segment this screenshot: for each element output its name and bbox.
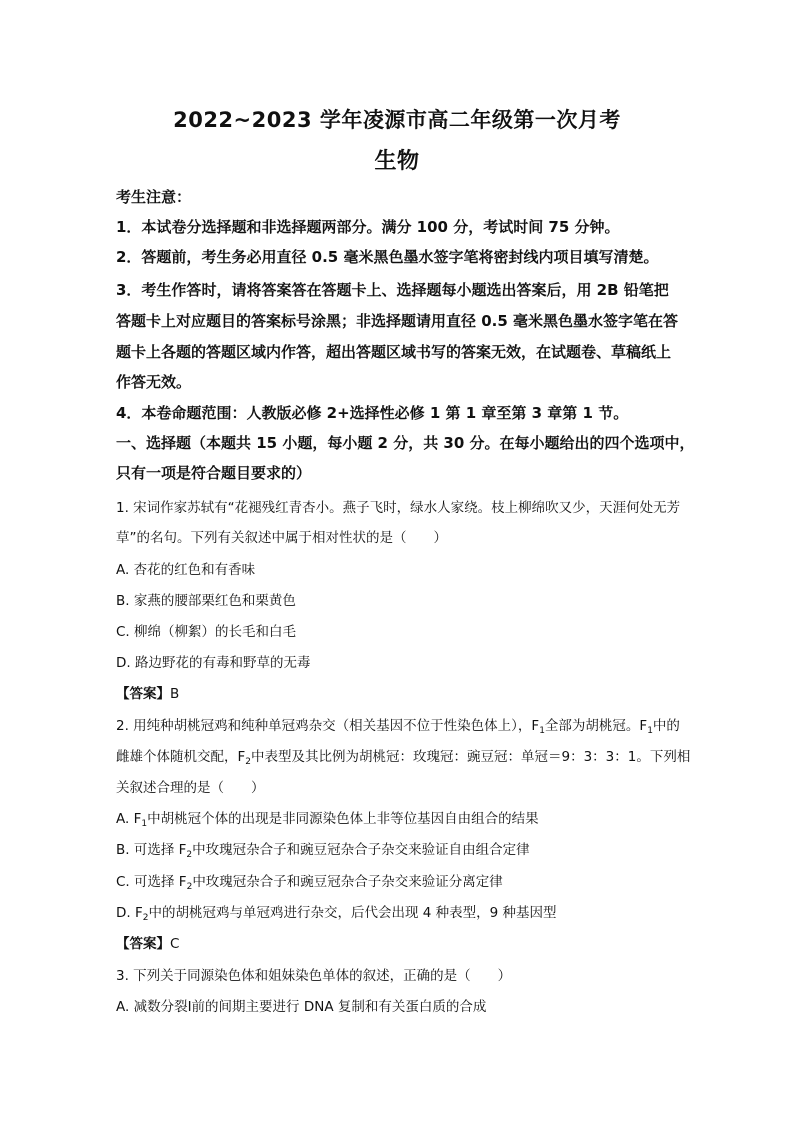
section-heading-cont: 只有一项是符合题目要求的） — [116, 464, 312, 482]
notice-item-3-cont-2: 题卡上各题的答题区域内作答，超出答题区域书写的答案无效，在试题卷、草稿纸上 — [116, 343, 672, 361]
q2-text-d: 雌雄个体随机交配，F — [116, 749, 246, 765]
exam-title: 2022~2023 学年凌源市高二年级第一次月考 — [173, 108, 621, 132]
notice-item-3-cont-1: 答题卡上对应题目的答案标号涂黑；非选择题请用直径 0.5 毫米黑色墨水签字笔在答 — [116, 312, 679, 330]
section-heading: 一、选择题（本题共 15 小题，每小题 2 分，共 30 分。在每小题给出的四个选项中， — [116, 434, 695, 452]
subscript: 2 — [186, 850, 193, 860]
question-1-answer — [116, 684, 716, 704]
question-3-option-a: A. 减数分裂Ⅰ前的间期主要进行 DNA 复制和有关蛋白质的合成 — [116, 999, 487, 1015]
question-2-stem-cont-2: 关叙述合理的是（ ） — [116, 780, 265, 796]
question-2-stem-cont — [116, 747, 716, 772]
notice-heading: 考生注意： — [116, 188, 192, 206]
question-1-option-c: C. 柳绵（柳絮）的长毛和白毛 — [116, 624, 297, 640]
subject-title: 生物 — [374, 149, 420, 174]
opt-prefix: A. F — [116, 811, 142, 827]
question-2-stem — [116, 716, 716, 741]
q2-text-e: 中表型及其比例为胡桃冠：玫瑰冠：豌豆冠：单冠＝9：3：3：1。下列相 — [251, 749, 691, 765]
q2-text-c: 中的 — [652, 718, 680, 734]
answer-value: C — [170, 936, 180, 952]
question-1-stem-cont: 草”的名句。下列有关叙述中属于相对性状的是（ ） — [116, 530, 447, 546]
question-2-answer — [116, 934, 716, 954]
subscript: 1 — [141, 819, 148, 829]
answer-value: B — [170, 686, 180, 702]
subscript: 2 — [142, 913, 149, 923]
subscript: 2 — [186, 882, 193, 892]
opt-text: 中玫瑰冠杂合子和豌豆冠杂合子杂交来验证自由组合定律 — [192, 842, 530, 858]
question-1-option-a: A. 杏花的红色和有香味 — [116, 562, 256, 578]
question-3-stem: 3. 下列关于同源染色体和姐妹染色单体的叙述，正确的是（ ） — [116, 968, 512, 984]
notice-item-3-cont-3: 作答无效。 — [116, 373, 192, 391]
question-1-stem: 1. 宋词作家苏轼有“花褪残红青杏小。燕子飞时，绿水人家绕。枝上柳绵吹又少，天涯何处无芳 — [116, 500, 681, 516]
opt-text: 中玫瑰冠杂合子和豌豆冠杂合子杂交来验证分离定律 — [192, 874, 503, 890]
notice-item-2: 2．答题前，考生务必用直径 0.5 毫米黑色墨水签字笔将密封线内项目填写清楚。 — [116, 248, 659, 266]
notice-item-1: 1．本试卷分选择题和非选择题两部分。满分 100 分，考试时间 75 分钟。 — [116, 218, 620, 236]
opt-prefix: D. F — [116, 905, 143, 921]
notice-item-3: 3．考生作答时，请将答案答在答题卡上、选择题每小题选出答案后，用 2B 铅笔把 — [116, 281, 669, 299]
opt-text: 中胡桃冠个体的出现是非同源染色体上非等位基因自由组合的结果 — [147, 811, 539, 827]
subscript: 1 — [539, 726, 545, 736]
answer-tag: 【答案】 — [116, 686, 170, 702]
opt-prefix: C. 可选择 F — [116, 874, 187, 890]
opt-prefix: B. 可选择 F — [116, 842, 187, 858]
answer-tag: 【答案】 — [116, 936, 170, 952]
q2-text-a: 2. 用纯种胡桃冠鸡和纯种单冠鸡杂交（相关基因不位于性染色体上），F — [116, 718, 540, 734]
question-2-option-b — [116, 840, 716, 865]
q2-text-b: 全部为胡桃冠。F — [544, 718, 648, 734]
question-2-option-c — [116, 872, 716, 897]
question-1-option-d: D. 路边野花的有毒和野草的无毒 — [116, 655, 311, 671]
question-1-option-b: B. 家燕的腰部栗红色和栗黄色 — [116, 593, 296, 609]
subscript: 1 — [647, 726, 653, 736]
subscript: 2 — [245, 757, 251, 767]
question-2-option-d — [116, 903, 716, 928]
question-2-option-a — [116, 809, 716, 834]
opt-text: 中的胡桃冠鸡与单冠鸡进行杂交，后代会出现 4 种表型，9 种基因型 — [148, 905, 557, 921]
notice-item-4: 4．本卷命题范围：人教版必修 2+选择性必修 1 第 1 章至第 3 章第 1 节。 — [116, 404, 629, 422]
